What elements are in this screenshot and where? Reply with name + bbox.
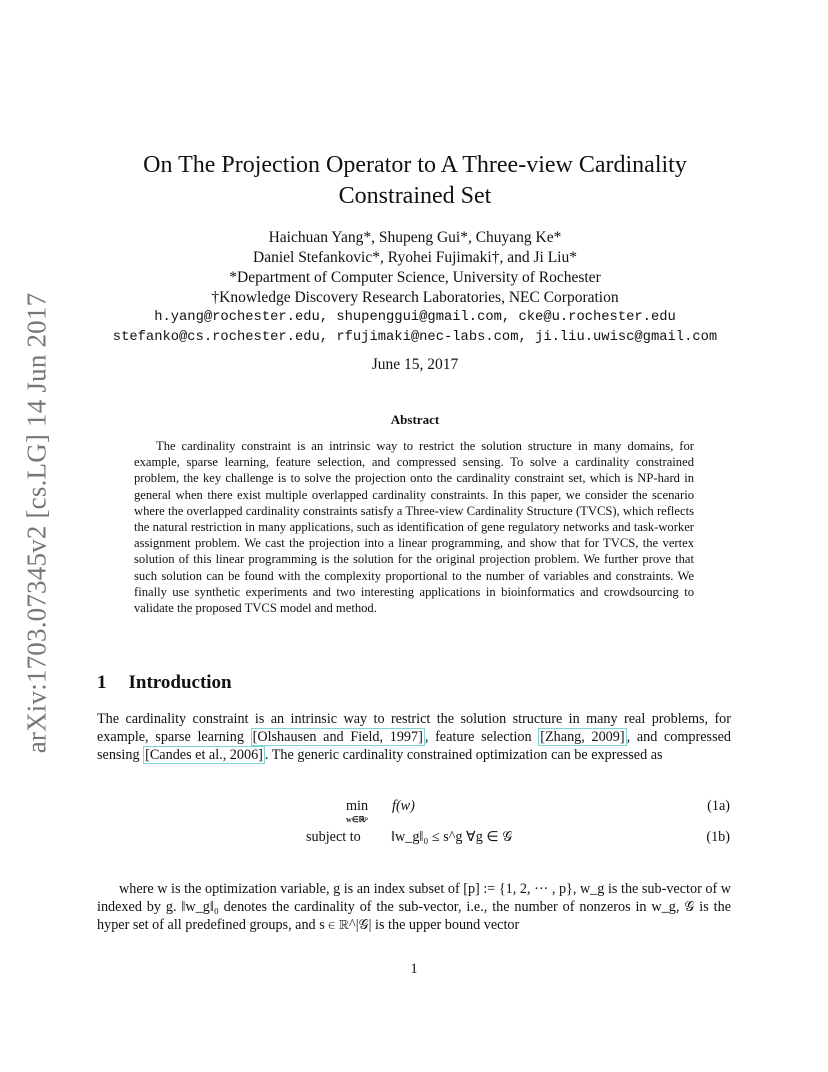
citation-olshausen[interactable]: [Olshausen and Field, 1997]: [252, 729, 423, 746]
citation-candes[interactable]: [Candes et al., 2006]: [145, 747, 263, 764]
page-number: 1: [410, 961, 418, 977]
section-heading: [97, 672, 232, 694]
equation-number-1a: (1a): [707, 798, 730, 814]
equation-min: min: [346, 798, 369, 814]
intro-text-d: . The generic cardinality constrained optimization can be expressed as: [264, 747, 663, 764]
arxiv-identifier-text: arXiv:1703.07345v2 [cs.LG] 14 Jun 2017: [21, 292, 52, 754]
affiliation-1: *Department of Computer Science, University of Rochester: [229, 269, 601, 286]
email-line-2: stefanko@cs.rochester.edu, rfujimaki@nec-labs.com, ji.liu.uwisc@gmail.com: [112, 330, 718, 345]
equation-objective: f(w): [392, 798, 415, 814]
author-block: [100, 228, 730, 348]
paper-title-line-2: Constrained Set: [338, 183, 492, 209]
intro-text-c: , and compressed sensing: [97, 729, 731, 764]
arxiv-identifier: [20, 288, 54, 758]
paper-date: June 15, 2017: [371, 356, 459, 373]
affiliation-2: †Knowledge Discovery Research Laboratories, NEC Corporation: [211, 289, 619, 306]
equation-number-1b: (1b): [706, 829, 730, 845]
citation-zhang[interactable]: [Zhang, 2009]: [540, 729, 625, 746]
author-line-2: Daniel Stefankovic*, Ryohei Fujimaki†, and Ji Liu*: [253, 249, 577, 266]
intro-paragraph-1: [97, 710, 731, 765]
intro-text-a: The cardinality constraint is an intrinsic way to restrict the solution structure in many real problems, for example, sparse learning: [97, 711, 731, 746]
intro-text-b: , feature selection: [424, 729, 539, 746]
section-title: Introduction: [128, 672, 232, 693]
paper-title: [100, 150, 730, 212]
equation-constraint: ‖w_g‖₀ ≤ s^g ∀g ∈ 𝒢: [391, 829, 513, 845]
paper-title-line-1: On The Projection Operator to A Three-view Cardinality: [143, 152, 687, 178]
email-line-1: h.yang@rochester.edu, shupenggui@gmail.com, cke@u.rochester.edu: [154, 310, 676, 325]
abstract-heading: Abstract: [390, 412, 440, 427]
abstract-text: The cardinality constraint is an intrinsic way to restrict the solution structure in many domains, for example, sparse learning, feature selection, and compressed sensing. To solve a cardinality constrained problem, the key challenge is to solve the projection onto the cardinality constraint set, which is NP-hard in general when there exist multiple overlapped cardinality constraints. In this paper, we consider the scenario where the overlapped cardinality constraints satisfy a Three-view Cardinality Structure (TVCS), which reflects the natural restriction in many applications, such as identification of gene regulatory networks and task-worker assignment problem. We cast the projection into a linear programming, and show that for TVCS, the vertex solution of this linear programming is the solution for the original projection problem. We further prove that such solution can be found with the complexity proportional to the number of variables and constraints. We finally use synthetic experiments and two interesting applications in bioinformatics and crowdsourcing to validate the proposed TVCS model and method.: [134, 439, 694, 616]
author-line-1: Haichuan Yang*, Shupeng Gui*, Chuyang Ke*: [268, 229, 562, 246]
equation-min-subscript: w∈ℝᵖ: [346, 815, 368, 824]
intro-paragraph-2: where w is the optimization variable, g is an index subset of [p] := {1, 2, ··· , p}, w_g is the sub-vector of w indexed by g. ‖w_g‖₀ denotes the cardinality of the sub-vector, i.e., the number of nonzeros in w_g, 𝒢 is the hyper set of all predefined groups, and s ∈ ℝ^|𝒢| is the upper bound vector: [97, 881, 731, 934]
equation-subject-to: subject to: [306, 829, 361, 845]
section-number: 1: [97, 672, 107, 693]
